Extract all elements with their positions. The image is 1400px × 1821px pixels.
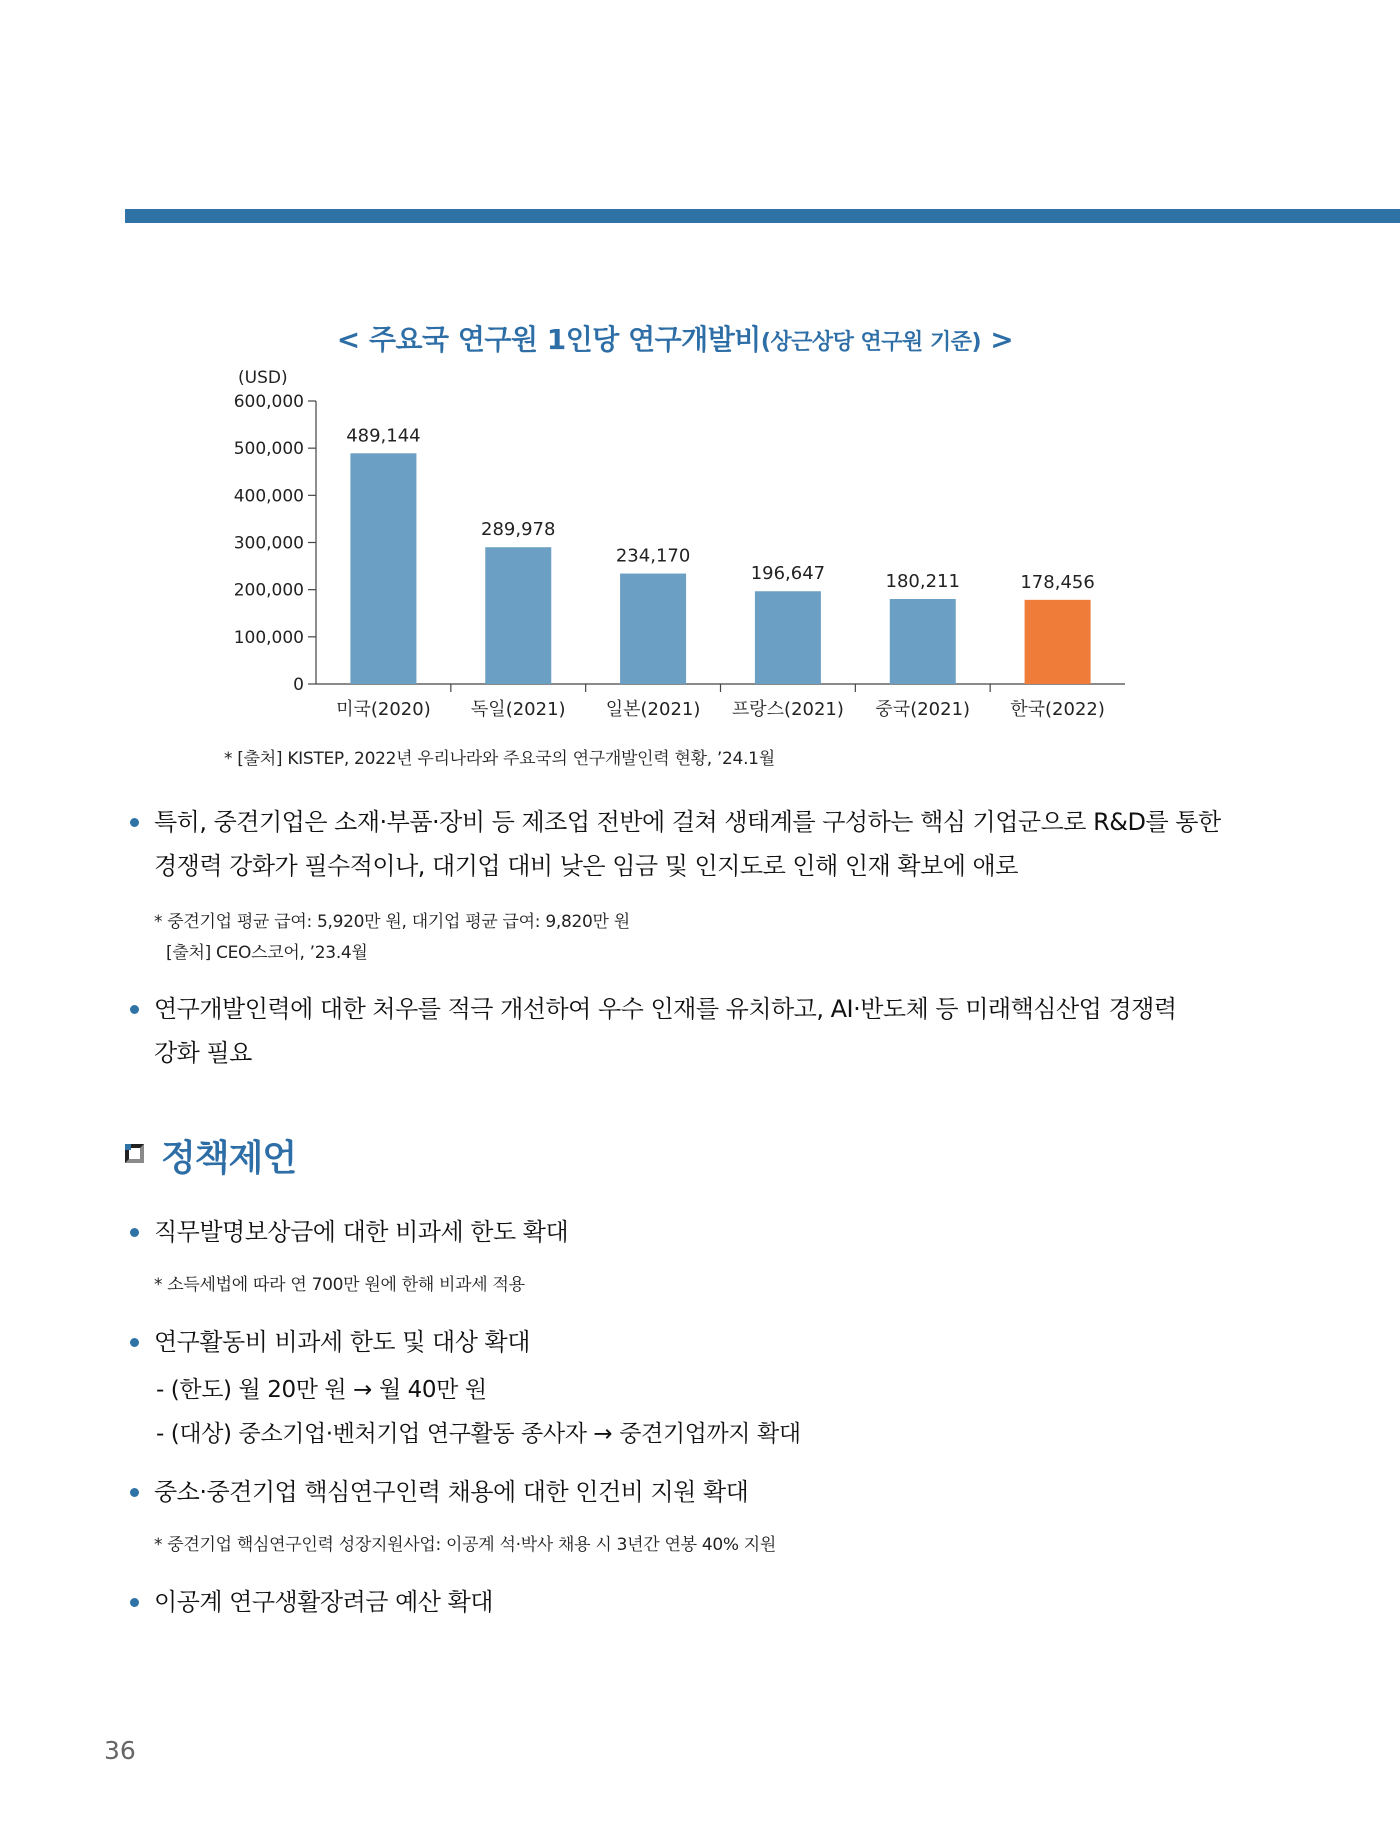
y-tick-label: 200,000 <box>233 580 304 601</box>
bullet-dot-icon <box>130 1338 139 1347</box>
salary-note: * 중견기업 평균 급여: 5,920만 원, 대기업 평균 급여: 9,820만 원 [출처] CEO스코어, ’23.4월 <box>154 912 630 963</box>
page-number: 36 <box>104 1736 136 1765</box>
bar <box>755 591 821 684</box>
bar-value-label: 489,144 <box>346 425 421 447</box>
y-tick-label: 100,000 <box>233 627 304 648</box>
x-category-label: 중국(2021) <box>875 699 971 720</box>
y-tick-label: 400,000 <box>233 486 304 507</box>
bar-value-label: 289,978 <box>481 519 556 541</box>
bar-chart <box>0 0 1400 740</box>
x-category-label: 프랑스(2021) <box>731 699 844 720</box>
policy-item-2: 연구활동비 비과세 한도 및 대상 확대 <box>130 1320 530 1364</box>
policy-item-1: 직무발명보상금에 대한 비과세 한도 확대 <box>130 1210 568 1254</box>
bar <box>620 574 686 684</box>
bar <box>350 453 416 684</box>
policy-note-3: * 중견기업 핵심연구인력 성장지원사업: 이공계 석·박사 채용 시 3년간 연봉 40% 지원 <box>154 1535 777 1555</box>
bar-value-label: 180,211 <box>885 571 960 593</box>
policy-note-1: * 소득세법에 따라 연 700만 원에 한해 비과세 적용 <box>154 1275 525 1295</box>
policy-item-4: 이공계 연구생활장려금 예산 확대 <box>130 1580 493 1624</box>
bullet-middle-market-rd: 특히, 중견기업은 소재·부품·장비 등 제조업 전반에 걸쳐 생태계를 구성하는 핵심 기업군으로 R&D를 통한 경쟁력 강화가 필수적이나, 대기업 대비 낮은 임금 및 인지도로 인해 인재 확보에 애로 <box>130 800 1221 888</box>
bullet-dot-icon <box>130 1488 139 1497</box>
x-category-label: 일본(2021) <box>605 699 701 720</box>
policy-dash-2: - (대상) 중소기업·벤처기업 연구활동 종사자 → 중견기업까지 확대 <box>156 1421 801 1447</box>
chart-source-note: * [출처] KISTEP, 2022년 우리나라와 주요국의 연구개발인력 현황, ’24.1월 <box>224 749 775 769</box>
bar-value-label: 178,456 <box>1020 571 1095 593</box>
policy-dash-1: - (한도) 월 20만 원 → 월 40만 원 <box>156 1377 487 1403</box>
bullet-dot-icon <box>130 818 139 827</box>
bar <box>890 599 956 684</box>
x-category-label: 독일(2021) <box>470 699 566 720</box>
y-tick-label: 300,000 <box>233 533 304 554</box>
policy-item-3: 중소·중견기업 핵심연구인력 채용에 대한 인건비 지원 확대 <box>130 1470 748 1514</box>
bar-value-label: 196,647 <box>750 563 826 585</box>
y-tick-label: 500,000 <box>233 439 304 460</box>
bar <box>1025 600 1091 684</box>
bar <box>485 547 551 684</box>
bullet-dot-icon <box>130 1005 139 1014</box>
section-square-icon <box>125 1144 144 1163</box>
bullet-dot-icon <box>130 1598 139 1607</box>
x-category-label: 한국(2022) <box>1010 699 1105 720</box>
chart-title: < 주요국 연구원 1인당 연구개발비(상근상당 연구원 기준) > <box>336 323 1014 356</box>
y-axis-unit-label: (USD) <box>238 368 288 388</box>
y-tick-label: 600,000 <box>233 392 304 412</box>
bar-value-label: 234,170 <box>615 545 691 567</box>
y-tick-label: 0 <box>293 675 304 695</box>
x-category-label: 미국(2020) <box>336 699 431 720</box>
bullet-dot-icon <box>130 1228 139 1237</box>
bullet-talent-treatment: 연구개발인력에 대한 처우를 적극 개선하여 우수 인재를 유치하고, AI·반도체 등 미래핵심산업 경쟁력 강화 필요 <box>130 987 1177 1075</box>
